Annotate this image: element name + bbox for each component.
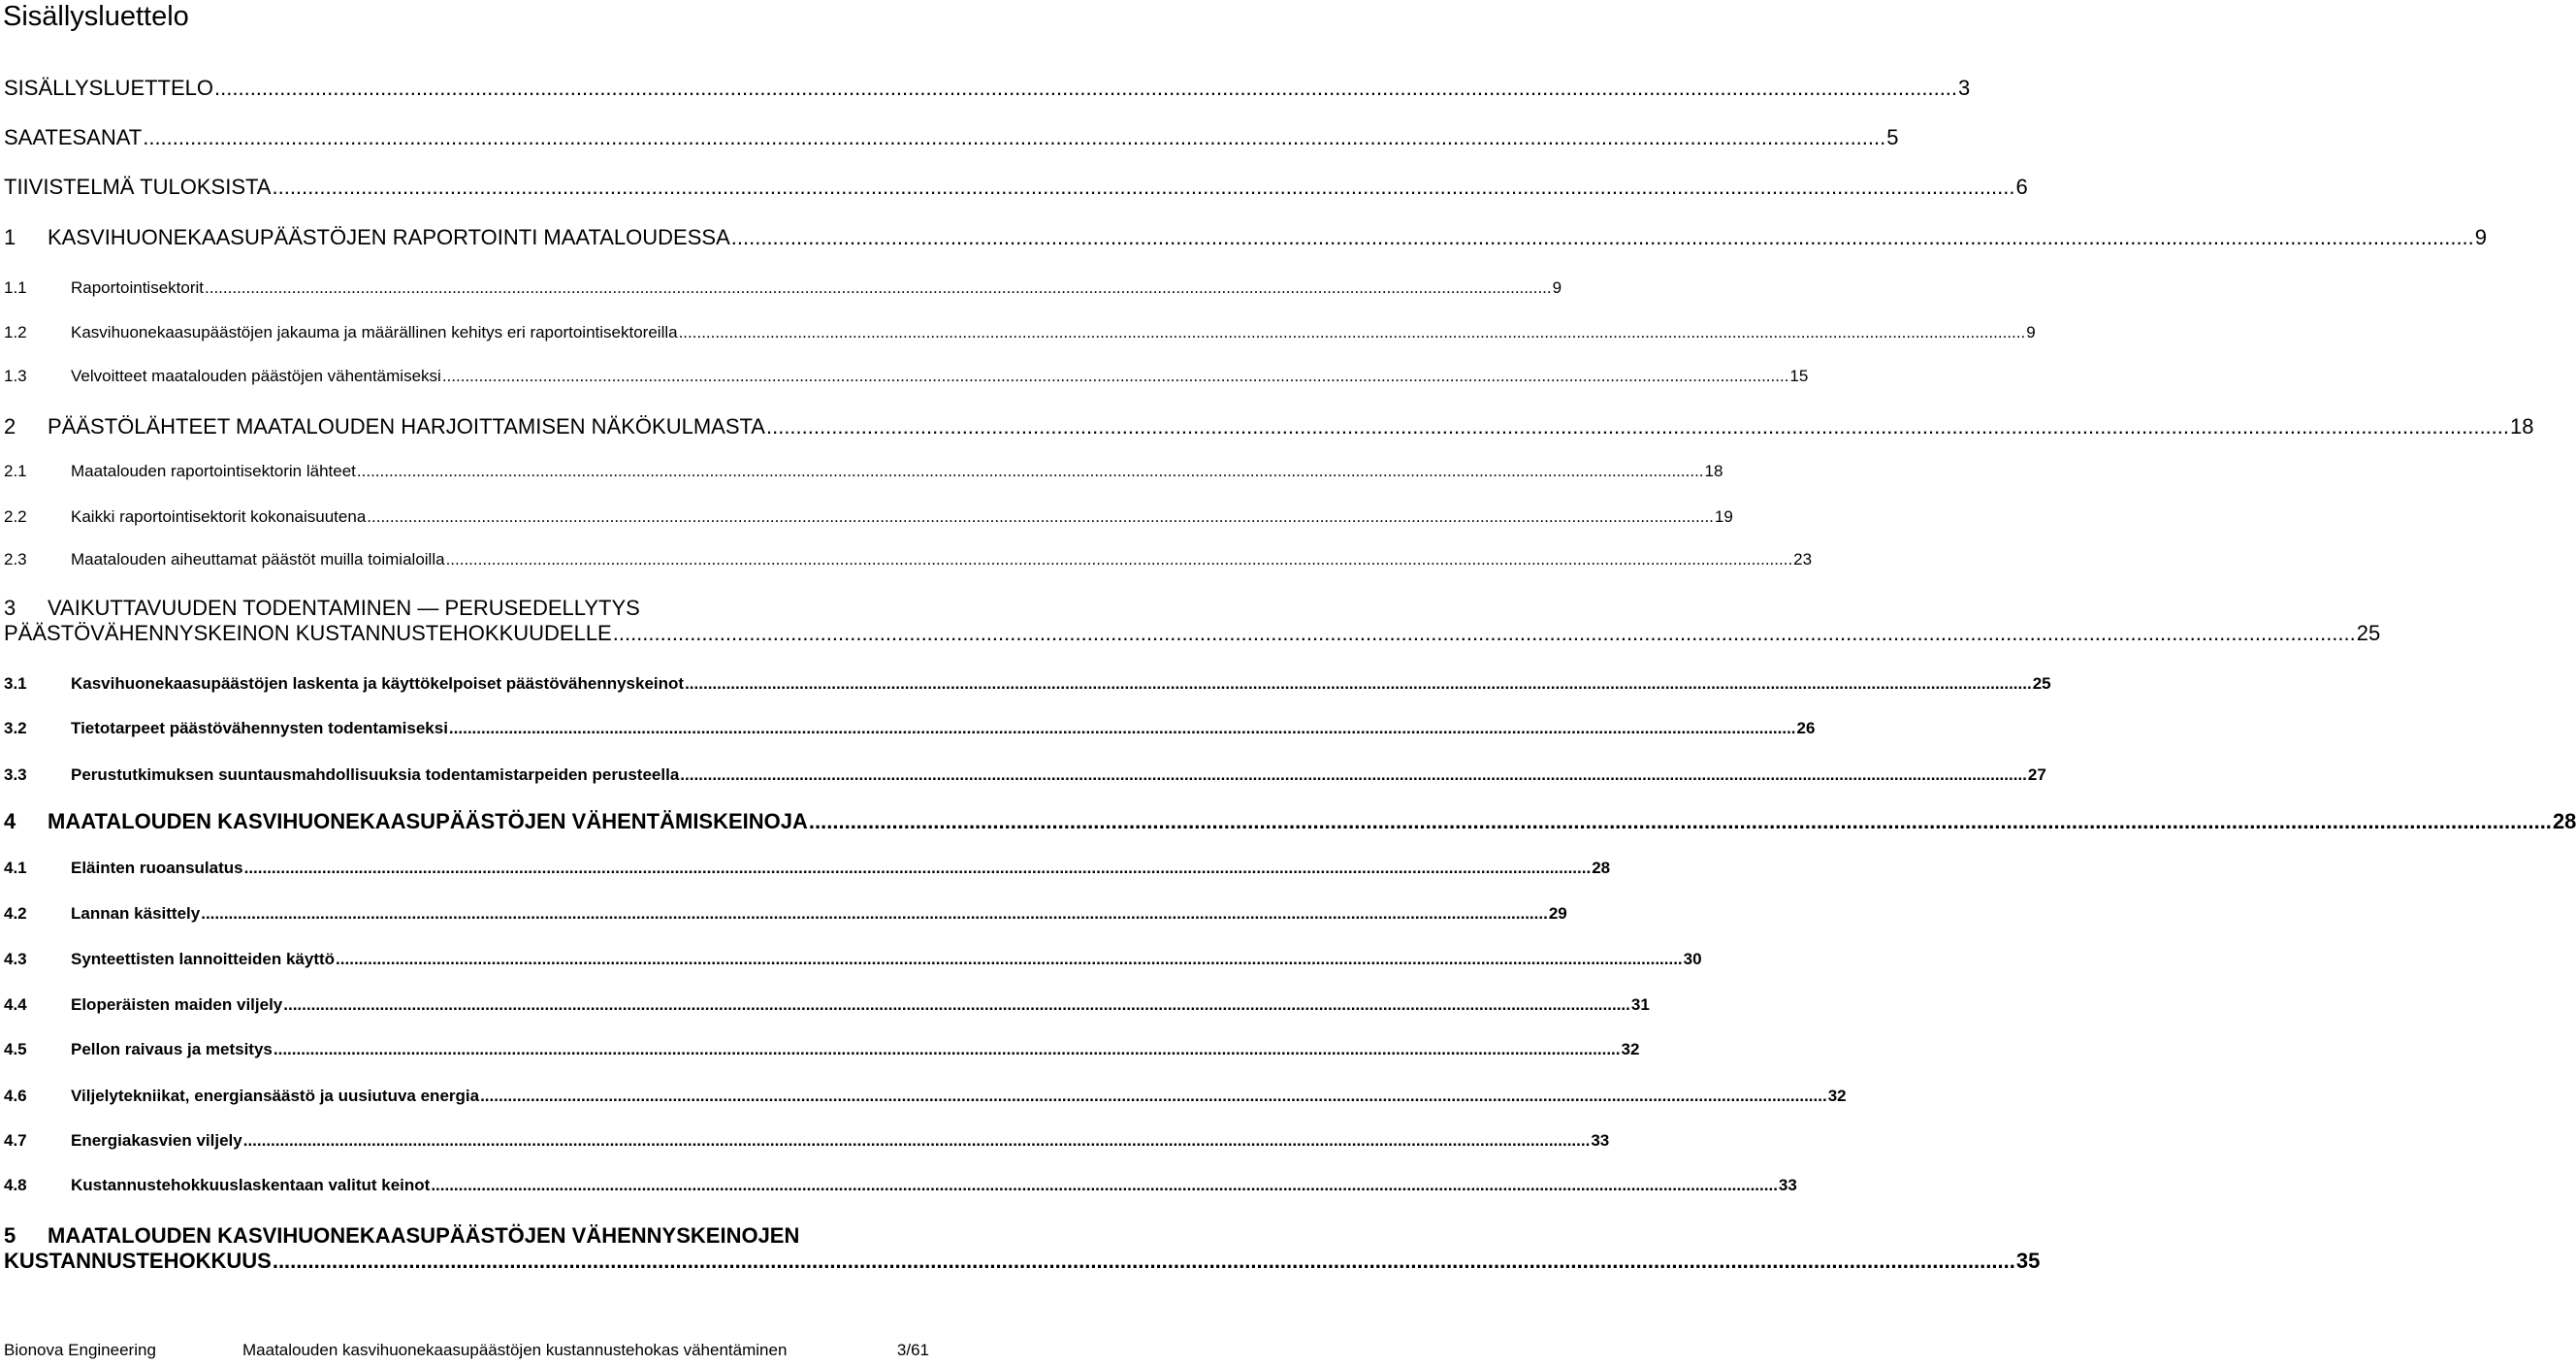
toc-entry[interactable]: [4, 994, 1650, 1016]
toc-entry[interactable]: [4, 461, 1723, 482]
toc-leader: [201, 903, 1548, 925]
toc-page: 32: [1827, 1087, 1847, 1105]
toc-leader: [613, 621, 2356, 646]
toc-leader: [273, 1249, 2015, 1274]
toc-entry[interactable]: [4, 673, 2051, 695]
toc-page: 35: [2015, 1249, 2041, 1273]
toc-leader: [336, 949, 1683, 970]
toc-leader: [679, 322, 2026, 343]
toc-title: Maatalouden aiheuttamat päästöt muilla toimialoilla: [71, 550, 445, 569]
toc-entry[interactable]: [4, 76, 1971, 101]
toc-entry[interactable]: [4, 903, 1567, 925]
toc-number: 3.3: [4, 765, 27, 784]
toc-page: 23: [1793, 550, 1813, 569]
toc-title: Eläinten ruoansulatus: [71, 859, 243, 877]
toc-entry[interactable]: [4, 596, 2381, 646]
toc-entry[interactable]: [4, 125, 1899, 150]
toc-number: 2: [4, 414, 16, 439]
toc-entry[interactable]: [4, 1130, 1610, 1152]
toc-page: 9: [2474, 225, 2488, 249]
toc-leader: [367, 506, 1714, 528]
toc-page: 9: [2026, 323, 2036, 341]
footer-document-title: Maatalouden kasvihuonekaasupäästöjen kustannustehokas vähentäminen: [242, 1341, 788, 1359]
toc-number: 5: [4, 1223, 16, 1248]
toc-page: 15: [1789, 367, 1809, 385]
toc-number: 1.2: [4, 323, 27, 341]
toc-page: 18: [2510, 414, 2534, 439]
toc-leader: [272, 175, 2014, 200]
toc-entry[interactable]: [4, 506, 1733, 528]
toc-page: 31: [1630, 995, 1650, 1014]
toc-title-line1: VAIKUTTAVUUDEN TODENTAMINEN — PERUSEDELLYTYS: [48, 596, 640, 620]
toc-number: 3: [4, 596, 16, 620]
toc-number: 4.4: [4, 995, 27, 1014]
toc-title: Kasvihuonekaasupäästöjen laskenta ja käyttökelpoiset päästövähennyskeinot: [71, 674, 685, 693]
toc-page: 25: [2356, 621, 2381, 645]
toc-entry[interactable]: [4, 949, 1702, 970]
toc-entry[interactable]: [4, 858, 1611, 879]
toc-entry[interactable]: [4, 1175, 1797, 1196]
toc-leader: [685, 673, 2032, 695]
toc-page: 3: [1958, 76, 1971, 100]
toc-page: 29: [1548, 904, 1567, 923]
toc-title: Kasvihuonekaasupäästöjen jakauma ja määrällinen kehitys eri raportointisektoreilla: [71, 323, 678, 341]
toc-leader: [446, 549, 1793, 570]
toc-title: TIIVISTELMÄ TULOKSISTA: [4, 175, 272, 199]
toc-entry[interactable]: [4, 809, 2576, 834]
toc-entry[interactable]: [4, 1223, 2041, 1274]
toc-page: 28: [2552, 809, 2576, 833]
footer-page-number: 3/61: [896, 1341, 929, 1359]
toc-title: MAATALOUDEN KASVIHUONEKAASUPÄÄSTÖJEN VÄHENTÄMISKEINOJA: [48, 809, 808, 833]
toc-page: 9: [1552, 278, 1562, 297]
page-title: Sisällysluettelo: [3, 1, 189, 32]
toc-title: SISÄLLYSLUETTELO: [4, 76, 214, 100]
toc-title: Tietotarpeet päästövähennysten todentamiseksi: [71, 719, 448, 737]
toc-number: 4.8: [4, 1176, 27, 1194]
toc-title: Maatalouden raportointisektorin lähteet: [71, 462, 356, 480]
toc-leader: [143, 125, 1885, 150]
toc-page: 19: [1714, 507, 1733, 526]
toc-page: 30: [1683, 950, 1702, 968]
toc-leader: [442, 366, 1789, 387]
toc-entry[interactable]: [4, 175, 2028, 200]
toc-entry[interactable]: [4, 414, 2534, 439]
toc-entry[interactable]: [4, 1086, 1847, 1107]
toc-title: Pellon raivaus ja metsitys: [71, 1040, 273, 1058]
toc-page: 33: [1778, 1176, 1797, 1194]
toc-leader: [809, 809, 2552, 834]
toc-number: 1.3: [4, 367, 27, 385]
toc-number: 2.2: [4, 507, 27, 526]
toc-title: Perustutkimuksen suuntausmahdollisuuksia todentamistarpeiden perusteella: [71, 765, 680, 784]
toc-title: Synteettisten lannoitteiden käyttö: [71, 950, 336, 968]
toc-number: 4.2: [4, 904, 27, 923]
toc-page: 6: [2015, 175, 2028, 199]
toc-leader: [680, 764, 2027, 786]
toc-number: 4.6: [4, 1087, 27, 1105]
toc-title: Eloperäisten maiden viljely: [71, 995, 283, 1014]
footer-company: Bionova Engineering: [4, 1341, 156, 1359]
toc-title: Kustannustehokkuuslaskentaan valitut keinot: [71, 1176, 431, 1194]
toc-number: 3.2: [4, 719, 27, 737]
toc-number: 3.1: [4, 674, 27, 693]
toc-leader: [357, 461, 1704, 482]
toc-entry[interactable]: [4, 718, 1816, 739]
toc-title: KUSTANNUSTEHOKKUUS: [4, 1249, 272, 1273]
toc-entry[interactable]: [4, 549, 1813, 570]
toc-leader: [449, 718, 1796, 739]
toc-number: 4: [4, 809, 16, 833]
toc-leader: [214, 76, 1957, 101]
toc-page: 28: [1592, 859, 1611, 877]
toc-entry[interactable]: [4, 1039, 1640, 1060]
toc-number: 4.5: [4, 1040, 27, 1058]
toc-title: Kaikki raportointisektorit kokonaisuutena: [71, 507, 367, 526]
toc-leader: [431, 1175, 1778, 1196]
toc-number: 2.3: [4, 550, 27, 569]
toc-page: 5: [1886, 125, 1899, 149]
toc-number: 4.7: [4, 1131, 27, 1150]
toc-title: Energiakasvien viljely: [71, 1131, 242, 1150]
toc-number: 4.3: [4, 950, 27, 968]
toc-title: Lannan käsittely: [71, 904, 201, 923]
toc-leader: [244, 858, 1592, 879]
toc-leader: [731, 225, 2474, 250]
toc-entry[interactable]: [4, 764, 2046, 786]
toc-page: 32: [1621, 1040, 1640, 1058]
toc-number: 4.1: [4, 859, 27, 877]
toc-leader: [283, 994, 1630, 1016]
toc-page: 33: [1591, 1131, 1610, 1150]
toc-leader: [243, 1130, 1591, 1152]
toc-page: 27: [2027, 765, 2046, 784]
toc-number: 2.1: [4, 462, 27, 480]
toc-title: Viljelytekniikat, energiansäästö ja uusiutuva energia: [71, 1087, 480, 1105]
toc-title: PÄÄSTÖVÄHENNYSKEINON KUSTANNUSTEHOKKUUDELLE: [4, 621, 612, 645]
toc-number: 1.1: [4, 278, 27, 297]
toc-number: 1: [4, 225, 16, 249]
toc-leader: [480, 1086, 1827, 1107]
toc-page: 18: [1704, 462, 1723, 480]
toc-title: Raportointisektorit: [71, 278, 205, 297]
toc-entry[interactable]: [4, 225, 2488, 250]
toc-title: PÄÄSTÖLÄHTEET MAATALOUDEN HARJOITTAMISEN NÄKÖKULMASTA: [48, 414, 765, 439]
toc-title: KASVIHUONEKAASUPÄÄSTÖJEN RAPORTOINTI MAATALOUDESSA: [48, 225, 730, 249]
toc-title: Velvoitteet maatalouden päästöjen vähentämiseksi: [71, 367, 441, 385]
toc-entry[interactable]: [4, 277, 1562, 299]
toc-leader: [205, 277, 1552, 299]
toc-leader: [274, 1039, 1621, 1060]
toc-leader: [766, 414, 2509, 439]
toc-entry[interactable]: [4, 322, 2036, 343]
toc-title: SAATESANAT: [4, 125, 143, 149]
toc-entry[interactable]: [4, 366, 1809, 387]
toc-page: 25: [2032, 674, 2051, 693]
toc-page: 26: [1796, 719, 1816, 737]
toc-title-line1: MAATALOUDEN KASVIHUONEKAASUPÄÄSTÖJEN VÄHENNYSKEINOJEN: [48, 1223, 800, 1248]
